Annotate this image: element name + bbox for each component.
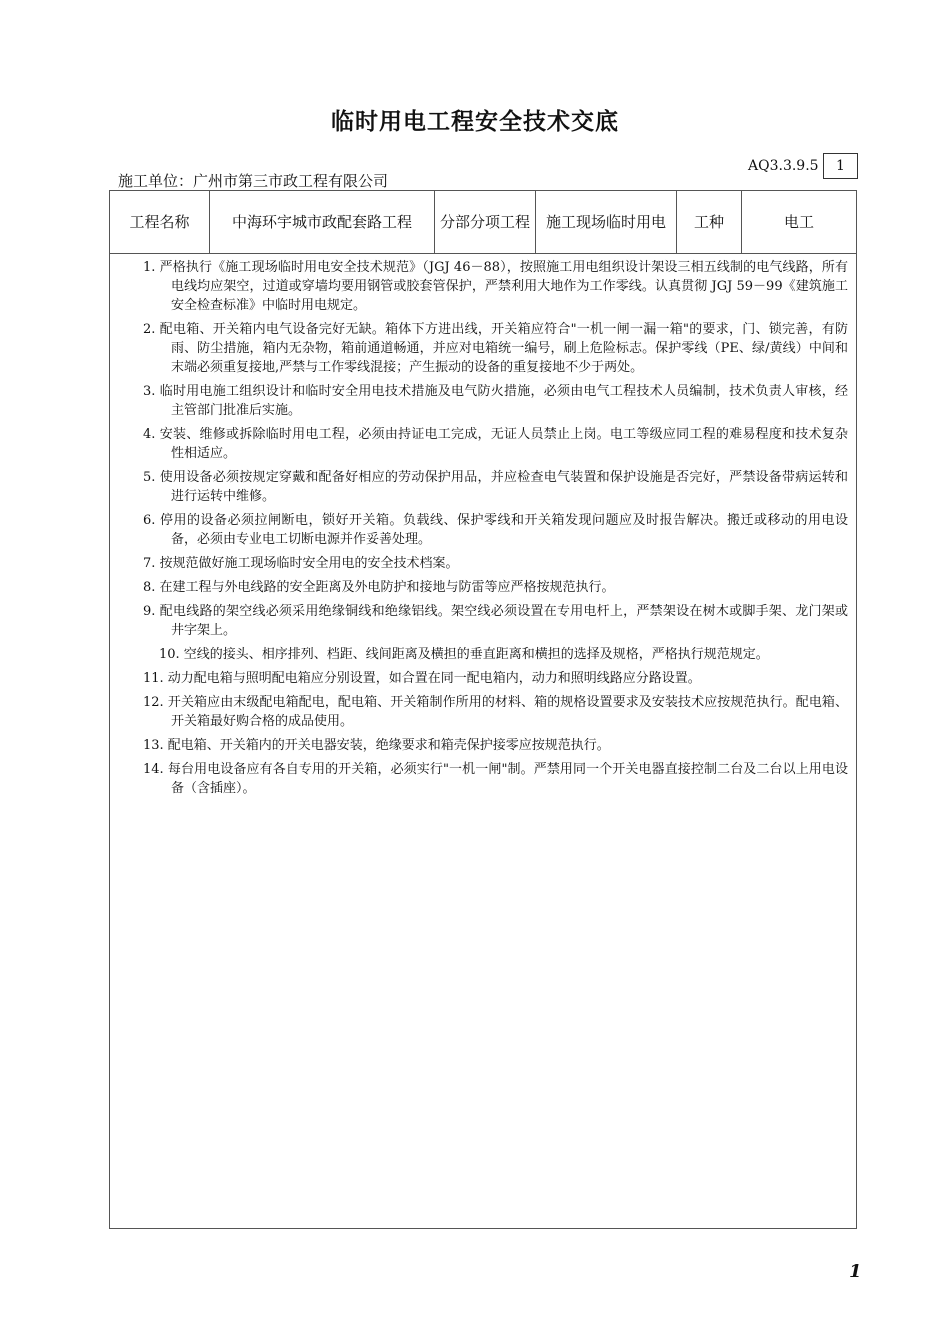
content-frame — [109, 190, 857, 1229]
list-item: 3. 临时用电施工组织设计和临时安全用电技术措施及电气防火措施，必须由电气工程技术人员编制，技术负责人审核，经主管部门批准后实施。 — [143, 384, 848, 418]
document-title: 临时用电工程安全技术交底 — [331, 109, 619, 135]
subproject-label: 分部分项工程 — [435, 191, 536, 253]
list-item: 13. 配电箱、开关箱内的开关电器安装，绝缘要求和箱壳保护接零应按规范执行。 — [143, 738, 610, 753]
trade-value: 电工 — [783, 213, 814, 231]
list-item: 1. 严格执行《施工现场临时用电安全技术规范》（JGJ 46－88），按照施工用电组织设计架设三相五线制的电气线路，所有电线均应架空，过道或穿墙均要用钢管或胶套管保护，严禁利用大地作为工作零线。认真贯彻 JGJ 59－99《建筑施工安全检查标准》中临时用电规定。 — [143, 260, 848, 313]
header-row — [110, 191, 856, 254]
list-item: 9. 配电线路的架空线必须采用绝缘铜线和绝缘铝线。架空线必须设置在专用电杆上，严禁架设在树木或脚手架、龙门架或井字架上。 — [143, 604, 848, 638]
subproject-value-line1: 施工现场 — [545, 213, 606, 231]
list-item: 2. 配电箱、开关箱内电气设备完好无缺。箱体下方进出线，开关箱应符合"一机一闸一漏一箱"的要求，门、锁完善，有防雨、防尘措施，箱内无杂物，箱前通道畅通，并应对电箱统一编号，刷上危险标志。保护零线（PE、绿/黄线）中间和末端必须重复接地,严禁与工作零线混接；产生振动的设备的重复接地不少于两处。 — [143, 322, 848, 375]
list-item: 5. 使用设备必须按规定穿戴和配备好相应的劳动保护用品，并应检查电气装置和保护设施是否完好，严禁设备带病运转和进行运转中维修。 — [143, 470, 848, 504]
list-item: 14. 每台用电设备应有各自专用的开关箱，必须实行"一机一闸"制。严禁用同一个开关电器直接控制二台及二台以上用电设备（含插座）。 — [143, 762, 848, 796]
list-item: 11. 动力配电箱与照明配电箱应分别设置，如合置在同一配电箱内，动力和照明线路应分路设置。 — [143, 671, 701, 686]
list-item: 10. 空线的接头、相序排列、档距、线间距离及横担的垂直距离和横担的选择及规格，严格执行规范规定。 — [159, 647, 769, 662]
project-name-label: 工程名称 — [110, 191, 210, 253]
subproject-value-line2: 临时用电 — [606, 213, 667, 231]
list-item: 8. 在建工程与外电线路的安全距离及外电防护和接地与防雷等应严格按规范执行。 — [143, 580, 615, 595]
document-page-box: 1 — [823, 153, 858, 179]
list-item: 6. 停用的设备必须拉闸断电，锁好开关箱。负载线、保护零线和开关箱发现问题应及时报告解决。搬迁或移动的用电设备，必须由专业电工切断电源并作妥善处理。 — [143, 513, 848, 547]
subproject-value — [536, 191, 677, 253]
list-item: 12. 开关箱应由末级配电箱配电，配电箱、开关箱制作所用的材料、箱的规格设置要求及安装技术应按规范执行。配电箱、开关箱最好购合格的成品使用。 — [143, 695, 848, 729]
project-name-value: 中海环宇城市政配套路工程 — [210, 191, 435, 253]
document-code: AQ3.3.9.5 — [748, 158, 819, 174]
construction-unit: 施工单位：广州市第三市政工程有限公司 — [118, 172, 389, 190]
list-item: 4. 安装、维修或拆除临时用电工程，必须由持证电工完成，无证人员禁止上岗。电工等级应同工程的难易程度和技术复杂性相适应。 — [143, 427, 848, 461]
page-number: 1 — [849, 1261, 862, 1282]
trade-label: 工种 — [677, 191, 742, 253]
safety-items-list — [110, 258, 856, 798]
list-item: 7. 按规范做好施工现场临时安全用电的安全技术档案。 — [143, 556, 459, 571]
